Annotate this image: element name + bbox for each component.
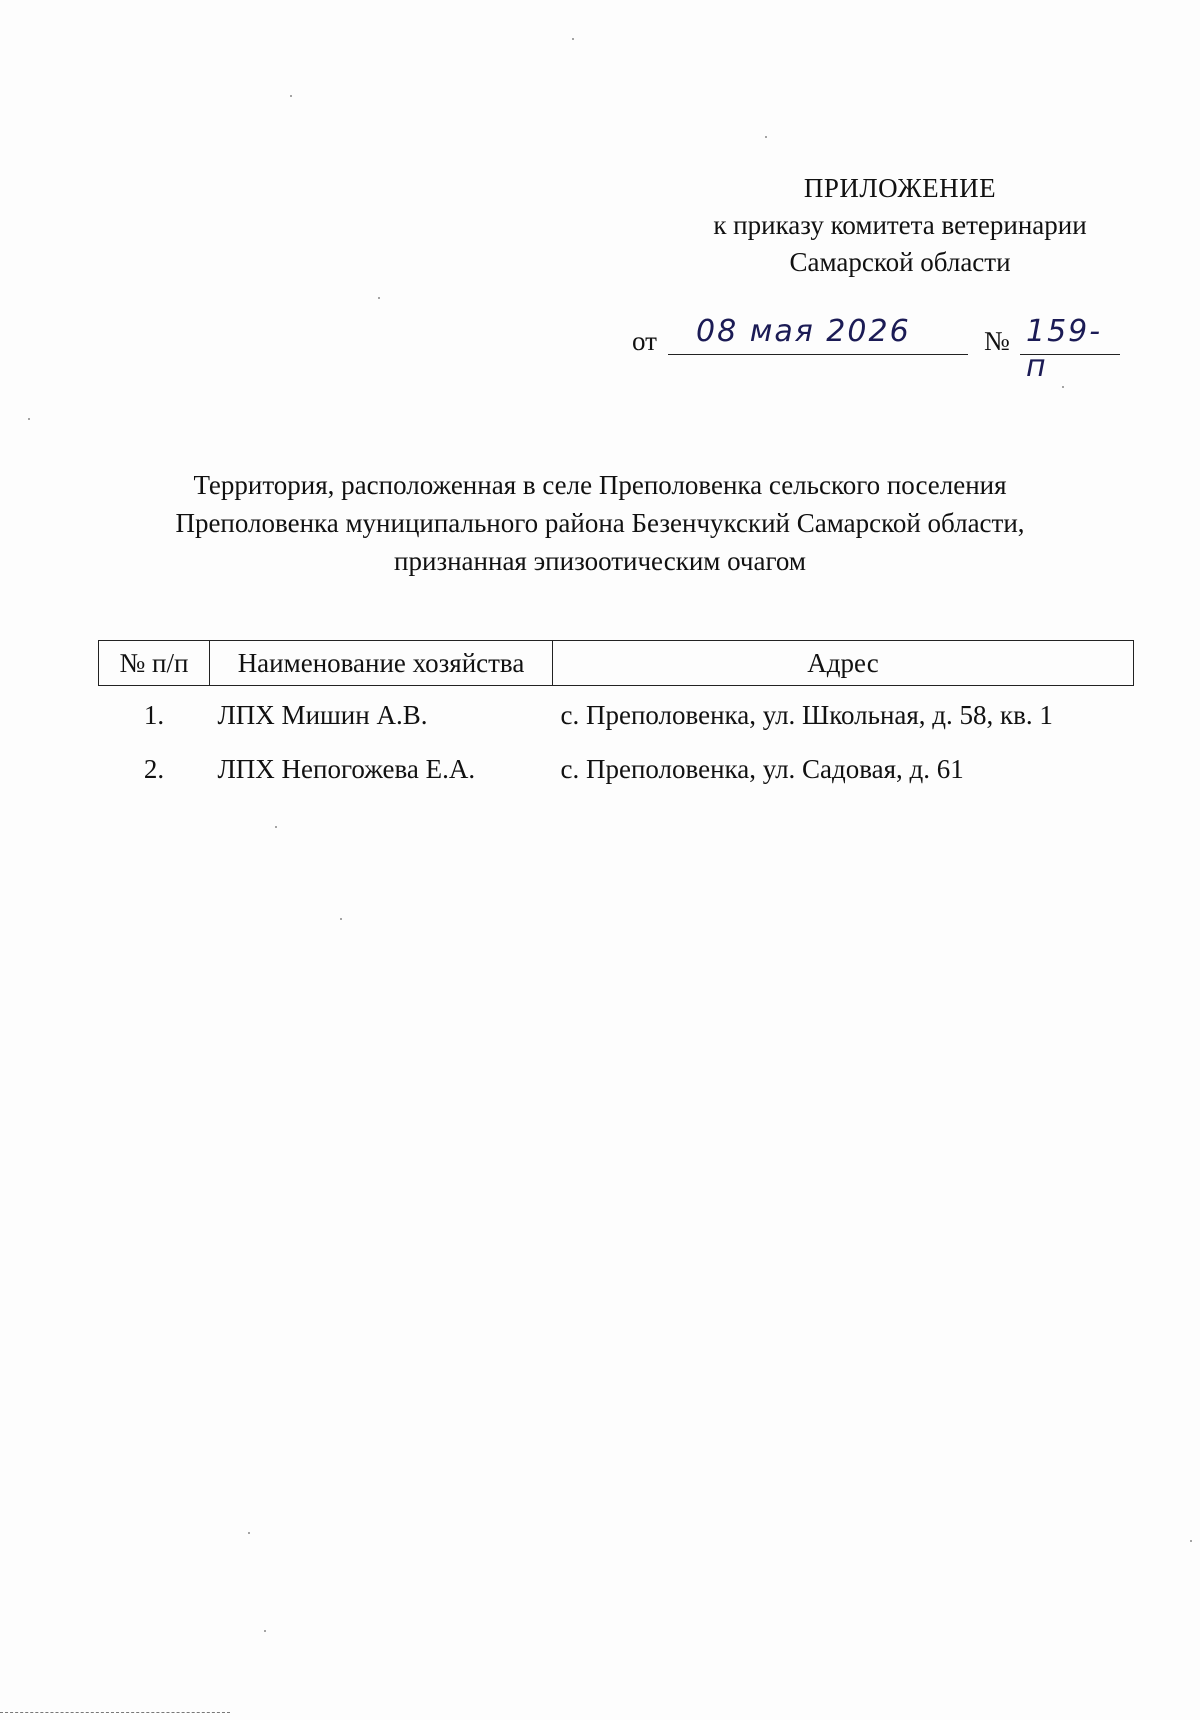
scan-bottom-edge bbox=[0, 1712, 230, 1715]
appendix-header bbox=[640, 170, 1160, 281]
column-header-number: № п/п bbox=[99, 641, 210, 686]
scan-speck bbox=[378, 297, 380, 299]
table-row bbox=[99, 740, 1134, 794]
appendix-title: ПРИЛОЖЕНИЕ bbox=[803, 173, 997, 203]
handwritten-order-number: 159-п bbox=[1026, 314, 1103, 384]
scan-speck bbox=[340, 918, 342, 920]
heading-line-3: признанная эпизоотическим очагом bbox=[394, 546, 806, 576]
date-prefix: от bbox=[632, 326, 657, 356]
farm-name: ЛПХ Мишин А.В. bbox=[217, 699, 428, 730]
scan-speck bbox=[290, 95, 292, 97]
order-date-line bbox=[632, 314, 1122, 384]
document-heading bbox=[120, 466, 1080, 580]
handwritten-date: 08 мая 2026 bbox=[696, 314, 911, 349]
scan-speck bbox=[28, 418, 30, 420]
column-header-address: Адрес bbox=[553, 641, 1134, 686]
scan-speck bbox=[765, 136, 767, 138]
heading-line-1: Территория, расположенная в селе Преполовенка сельского поселения bbox=[193, 470, 1007, 500]
farm-address: с. Преполовенка, ул. Садовая, д. 61 bbox=[560, 753, 964, 784]
order-number-field bbox=[1020, 314, 1120, 384]
farm-name: ЛПХ Непогожева Е.А. bbox=[217, 753, 476, 784]
scan-speck bbox=[1062, 386, 1064, 388]
row-number: 2. bbox=[143, 753, 165, 784]
scan-speck bbox=[1190, 1540, 1192, 1542]
farms-table bbox=[98, 640, 1134, 794]
farm-address: с. Преполовенка, ул. Школьная, д. 58, кв. 1 bbox=[560, 699, 1053, 730]
farms-table-container bbox=[98, 640, 1134, 794]
scan-speck bbox=[264, 1630, 266, 1632]
scan-speck bbox=[572, 38, 574, 40]
row-number: 1. bbox=[143, 699, 165, 730]
appendix-subtitle-line-2: Самарской области bbox=[789, 247, 1011, 277]
number-sign: № bbox=[984, 326, 1010, 356]
scan-speck bbox=[275, 826, 277, 828]
scan-speck bbox=[248, 1532, 250, 1534]
date-field bbox=[668, 314, 968, 355]
table-header-row bbox=[99, 641, 1134, 686]
table-row bbox=[99, 686, 1134, 741]
heading-line-2: Преполовенка муниципального района Безенчукский Самарской области, bbox=[175, 508, 1025, 538]
column-header-farm-name: Наименование хозяйства bbox=[210, 641, 553, 686]
appendix-subtitle-line-1: к приказу комитета ветеринарии bbox=[713, 210, 1087, 240]
